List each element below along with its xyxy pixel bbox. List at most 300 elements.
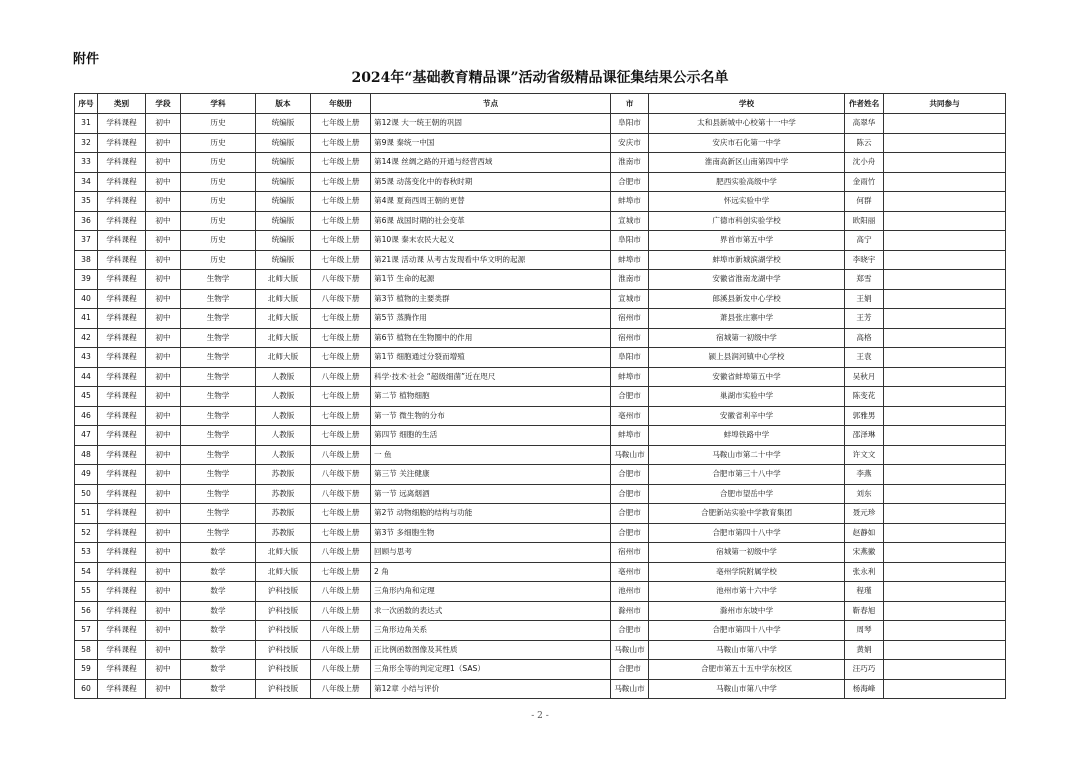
cell-section: 第21课 活动课 从考古发现看中华文明的起源 [371,250,611,270]
cell-author: 程瑾 [845,582,884,602]
cell-section: 第4课 夏商西周王朝的更替 [371,192,611,212]
cell-co-participants [884,660,1006,680]
cell-author: 聂元珍 [845,504,884,524]
cell-subject: 历史 [181,114,256,134]
cell-city: 淮南市 [611,270,649,290]
cell-stage: 初中 [146,367,181,387]
cell-edition: 人教版 [256,406,311,426]
cell-category: 学科课程 [98,582,146,602]
cell-subject: 生物学 [181,367,256,387]
document-title: 2024年“基础教育精品课”活动省级精品课征集结果公示名单 [351,70,729,86]
cell-school: 蚌埠市新城滨湖学校 [649,250,845,270]
cell-stage: 初中 [146,387,181,407]
cell-grade-volume: 七年级上册 [311,250,371,270]
cell-section: 第2节 动物细胞的结构与功能 [371,504,611,524]
cell-subject: 生物学 [181,309,256,329]
cell-author: 邵泽琳 [845,426,884,446]
cell-city: 合肥市 [611,387,649,407]
cell-index: 31 [75,114,98,134]
cell-subject: 生物学 [181,426,256,446]
cell-edition: 苏教版 [256,465,311,485]
cell-index: 52 [75,523,98,543]
cell-index: 34 [75,172,98,192]
cell-grade-volume: 七年级上册 [311,523,371,543]
cell-co-participants [884,250,1006,270]
cell-subject: 数学 [181,582,256,602]
cell-city: 合肥市 [611,523,649,543]
table-row [75,426,1006,446]
cell-author: 杨海峰 [845,679,884,699]
cell-author: 王芳 [845,309,884,329]
cell-section: 第6课 战国时期的社会变革 [371,211,611,231]
cell-school: 宿城第一初级中学 [649,328,845,348]
cell-stage: 初中 [146,153,181,173]
cell-co-participants [884,133,1006,153]
cell-category: 学科课程 [98,211,146,231]
cell-city: 亳州市 [611,562,649,582]
cell-stage: 初中 [146,231,181,251]
cell-co-participants [884,211,1006,231]
cell-subject: 数学 [181,621,256,641]
cell-category: 学科课程 [98,367,146,387]
header-author: 作者姓名 [845,94,884,114]
page-number: - 2 - [531,711,549,721]
cell-edition: 北师大版 [256,309,311,329]
cell-edition: 人教版 [256,387,311,407]
cell-stage: 初中 [146,309,181,329]
cell-grade-volume: 七年级上册 [311,114,371,134]
cell-city: 阜阳市 [611,231,649,251]
table-row [75,309,1006,329]
cell-category: 学科课程 [98,640,146,660]
cell-grade-volume: 七年级上册 [311,153,371,173]
cell-section: 第5课 动荡变化中的春秋时期 [371,172,611,192]
cell-stage: 初中 [146,270,181,290]
table-body [75,114,1006,699]
cell-author: 赵静如 [845,523,884,543]
table-row [75,640,1006,660]
cell-index: 51 [75,504,98,524]
cell-city: 蚌埠市 [611,192,649,212]
cell-category: 学科课程 [98,114,146,134]
cell-co-participants [884,289,1006,309]
cell-author: 沈小舟 [845,153,884,173]
cell-stage: 初中 [146,250,181,270]
cell-subject: 生物学 [181,504,256,524]
cell-index: 39 [75,270,98,290]
table-header-row [75,94,1006,114]
cell-index: 41 [75,309,98,329]
cell-section: 第3节 植物的主要类群 [371,289,611,309]
cell-subject: 历史 [181,250,256,270]
cell-subject: 生物学 [181,465,256,485]
cell-co-participants [884,426,1006,446]
cell-stage: 初中 [146,523,181,543]
cell-author: 郭雅男 [845,406,884,426]
cell-stage: 初中 [146,406,181,426]
cell-index: 36 [75,211,98,231]
cell-grade-volume: 八年级下册 [311,465,371,485]
cell-co-participants [884,543,1006,563]
cell-school: 安徽省淮南龙湖中学 [649,270,845,290]
cell-author: 张永利 [845,562,884,582]
cell-section: 第二节 植物细胞 [371,387,611,407]
cell-edition: 统编版 [256,250,311,270]
cell-section: 第5节 蒸腾作用 [371,309,611,329]
table-row [75,153,1006,173]
cell-index: 44 [75,367,98,387]
cell-section: 第一节 远离烟酒 [371,484,611,504]
table-row [75,406,1006,426]
table-row [75,114,1006,134]
cell-category: 学科课程 [98,192,146,212]
cell-stage: 初中 [146,348,181,368]
table-row [75,211,1006,231]
cell-category: 学科课程 [98,601,146,621]
cell-section: 第一节 微生物的分布 [371,406,611,426]
cell-city: 合肥市 [611,172,649,192]
table-row [75,367,1006,387]
cell-co-participants [884,621,1006,641]
header-edition: 版本 [256,94,311,114]
header-school: 学校 [649,94,845,114]
cell-category: 学科课程 [98,153,146,173]
cell-co-participants [884,640,1006,660]
cell-grade-volume: 八年级上册 [311,582,371,602]
cell-grade-volume: 八年级上册 [311,640,371,660]
cell-edition: 沪科技版 [256,640,311,660]
table-row [75,601,1006,621]
cell-subject: 数学 [181,640,256,660]
cell-stage: 初中 [146,211,181,231]
cell-stage: 初中 [146,562,181,582]
results-table [74,93,1006,699]
cell-category: 学科课程 [98,562,146,582]
cell-co-participants [884,445,1006,465]
cell-city: 合肥市 [611,484,649,504]
cell-city: 滁州市 [611,601,649,621]
cell-stage: 初中 [146,114,181,134]
cell-edition: 人教版 [256,426,311,446]
cell-index: 50 [75,484,98,504]
cell-stage: 初中 [146,601,181,621]
cell-school: 合肥市第四十八中学 [649,621,845,641]
cell-stage: 初中 [146,426,181,446]
header-index: 序号 [75,94,98,114]
table-row [75,679,1006,699]
header-stage: 学段 [146,94,181,114]
cell-index: 35 [75,192,98,212]
cell-index: 48 [75,445,98,465]
cell-co-participants [884,562,1006,582]
cell-co-participants [884,309,1006,329]
cell-subject: 生物学 [181,406,256,426]
header-category: 类别 [98,94,146,114]
cell-grade-volume: 八年级上册 [311,660,371,680]
cell-subject: 数学 [181,601,256,621]
cell-category: 学科课程 [98,309,146,329]
cell-index: 53 [75,543,98,563]
cell-subject: 生物学 [181,348,256,368]
cell-edition: 沪科技版 [256,679,311,699]
cell-co-participants [884,484,1006,504]
table-row [75,250,1006,270]
cell-subject: 生物学 [181,289,256,309]
cell-index: 32 [75,133,98,153]
cell-section: 科学·技术·社会 “超级细菌”近在咫尺 [371,367,611,387]
cell-stage: 初中 [146,660,181,680]
cell-school: 界首市第五中学 [649,231,845,251]
cell-school: 太和县新城中心校第十一中学 [649,114,845,134]
cell-school: 宿城第一初级中学 [649,543,845,563]
cell-edition: 沪科技版 [256,660,311,680]
cell-city: 宿州市 [611,543,649,563]
cell-stage: 初中 [146,504,181,524]
table-row [75,621,1006,641]
table-row [75,504,1006,524]
table-row [75,465,1006,485]
cell-index: 58 [75,640,98,660]
cell-subject: 历史 [181,211,256,231]
cell-index: 49 [75,465,98,485]
cell-author: 高格 [845,328,884,348]
cell-school: 马鞍山市第二十中学 [649,445,845,465]
cell-city: 蚌埠市 [611,426,649,446]
cell-category: 学科课程 [98,465,146,485]
cell-author: 宋燕徽 [845,543,884,563]
table-row [75,582,1006,602]
cell-stage: 初中 [146,465,181,485]
cell-author: 许文文 [845,445,884,465]
cell-school: 肥西实验高级中学 [649,172,845,192]
cell-co-participants [884,465,1006,485]
cell-author: 黄娟 [845,640,884,660]
cell-school: 合肥市第三十八中学 [649,465,845,485]
cell-co-participants [884,153,1006,173]
cell-category: 学科课程 [98,270,146,290]
cell-section: 第6节 植物在生物圈中的作用 [371,328,611,348]
cell-author: 高翠华 [845,114,884,134]
cell-city: 池州市 [611,582,649,602]
cell-category: 学科课程 [98,543,146,563]
cell-author: 欧阳丽 [845,211,884,231]
table-row [75,133,1006,153]
cell-city: 合肥市 [611,465,649,485]
cell-edition: 北师大版 [256,348,311,368]
cell-grade-volume: 七年级上册 [311,133,371,153]
cell-city: 蚌埠市 [611,250,649,270]
cell-category: 学科课程 [98,660,146,680]
cell-index: 33 [75,153,98,173]
cell-index: 46 [75,406,98,426]
cell-author: 刘东 [845,484,884,504]
cell-stage: 初中 [146,621,181,641]
annex-label: 附件 [73,52,100,67]
cell-author: 吴秋月 [845,367,884,387]
cell-section: 第1节 细胞通过分裂而增殖 [371,348,611,368]
cell-index: 43 [75,348,98,368]
cell-city: 合肥市 [611,621,649,641]
cell-school: 安徽省利辛中学 [649,406,845,426]
cell-school: 合肥新站实验中学教育集团 [649,504,845,524]
cell-grade-volume: 八年级上册 [311,621,371,641]
cell-index: 55 [75,582,98,602]
cell-school: 郎溪县新发中心学校 [649,289,845,309]
table-row [75,660,1006,680]
cell-category: 学科课程 [98,231,146,251]
cell-co-participants [884,679,1006,699]
cell-subject: 生物学 [181,270,256,290]
cell-co-participants [884,231,1006,251]
cell-subject: 历史 [181,231,256,251]
cell-grade-volume: 八年级下册 [311,270,371,290]
header-subject: 学科 [181,94,256,114]
cell-section: 第9课 秦统一中国 [371,133,611,153]
cell-stage: 初中 [146,133,181,153]
cell-stage: 初中 [146,192,181,212]
cell-school: 广德市科创实验学校 [649,211,845,231]
cell-author: 高宁 [845,231,884,251]
cell-author: 王袁 [845,348,884,368]
cell-stage: 初中 [146,328,181,348]
cell-school: 滁州市东坡中学 [649,601,845,621]
cell-stage: 初中 [146,289,181,309]
cell-index: 57 [75,621,98,641]
cell-co-participants [884,114,1006,134]
cell-grade-volume: 七年级上册 [311,172,371,192]
cell-edition: 北师大版 [256,270,311,290]
table-row [75,289,1006,309]
cell-city: 宿州市 [611,309,649,329]
cell-city: 淮南市 [611,153,649,173]
cell-edition: 沪科技版 [256,601,311,621]
table-row [75,231,1006,251]
cell-edition: 人教版 [256,445,311,465]
cell-edition: 北师大版 [256,543,311,563]
cell-school: 马鞍山市第八中学 [649,679,845,699]
cell-category: 学科课程 [98,504,146,524]
cell-city: 蚌埠市 [611,367,649,387]
cell-grade-volume: 八年级上册 [311,367,371,387]
header-grade-volume: 年级册 [311,94,371,114]
cell-grade-volume: 七年级上册 [311,211,371,231]
cell-school: 淮南高新区山南第四中学 [649,153,845,173]
cell-grade-volume: 八年级上册 [311,543,371,563]
cell-city: 宣城市 [611,211,649,231]
cell-section: 三角形全等的判定定理1（SAS） [371,660,611,680]
cell-subject: 生物学 [181,484,256,504]
cell-grade-volume: 八年级下册 [311,484,371,504]
cell-subject: 生物学 [181,445,256,465]
cell-city: 马鞍山市 [611,679,649,699]
cell-grade-volume: 八年级上册 [311,601,371,621]
cell-index: 37 [75,231,98,251]
cell-subject: 生物学 [181,387,256,407]
cell-school: 合肥市第四十八中学 [649,523,845,543]
table-row [75,523,1006,543]
cell-section: 第12章 小结与评价 [371,679,611,699]
cell-city: 合肥市 [611,660,649,680]
cell-school: 马鞍山市第八中学 [649,640,845,660]
cell-index: 56 [75,601,98,621]
cell-author: 汪巧巧 [845,660,884,680]
cell-subject: 数学 [181,679,256,699]
cell-section: 第三节 关注健康 [371,465,611,485]
cell-index: 38 [75,250,98,270]
table-row [75,348,1006,368]
cell-edition: 沪科技版 [256,621,311,641]
cell-category: 学科课程 [98,679,146,699]
cell-author: 靳春旭 [845,601,884,621]
cell-co-participants [884,367,1006,387]
cell-subject: 历史 [181,153,256,173]
cell-school: 蚌埠铁路中学 [649,426,845,446]
cell-school: 合肥市望岳中学 [649,484,845,504]
cell-edition: 苏教版 [256,523,311,543]
cell-index: 54 [75,562,98,582]
cell-co-participants [884,348,1006,368]
cell-section: 第10课 秦末农民大起义 [371,231,611,251]
cell-grade-volume: 七年级上册 [311,328,371,348]
cell-grade-volume: 七年级上册 [311,309,371,329]
cell-school: 池州市第十六中学 [649,582,845,602]
cell-co-participants [884,172,1006,192]
cell-grade-volume: 七年级上册 [311,387,371,407]
cell-co-participants [884,328,1006,348]
cell-category: 学科课程 [98,523,146,543]
cell-city: 阜阳市 [611,114,649,134]
cell-edition: 统编版 [256,192,311,212]
table-row [75,172,1006,192]
cell-index: 47 [75,426,98,446]
cell-edition: 苏教版 [256,504,311,524]
cell-index: 40 [75,289,98,309]
cell-section: 第四节 细胞的生活 [371,426,611,446]
cell-author: 周琴 [845,621,884,641]
cell-edition: 统编版 [256,172,311,192]
cell-co-participants [884,601,1006,621]
cell-school: 巢湖市实验中学 [649,387,845,407]
cell-category: 学科课程 [98,406,146,426]
cell-school: 亳州学院附属学校 [649,562,845,582]
cell-city: 宿州市 [611,328,649,348]
cell-city: 合肥市 [611,504,649,524]
cell-category: 学科课程 [98,250,146,270]
cell-subject: 数学 [181,543,256,563]
cell-school: 安庆市石化第一中学 [649,133,845,153]
cell-section: 第1节 生命的起源 [371,270,611,290]
cell-subject: 数学 [181,562,256,582]
cell-author: 何群 [845,192,884,212]
cell-index: 42 [75,328,98,348]
cell-grade-volume: 七年级上册 [311,192,371,212]
header-section: 节点 [371,94,611,114]
cell-category: 学科课程 [98,387,146,407]
cell-author: 李晓宇 [845,250,884,270]
cell-school: 安徽省蚌埠第五中学 [649,367,845,387]
cell-co-participants [884,387,1006,407]
cell-school: 怀远实验中学 [649,192,845,212]
cell-co-participants [884,523,1006,543]
table-row [75,445,1006,465]
cell-co-participants [884,406,1006,426]
table-row [75,192,1006,212]
cell-stage: 初中 [146,640,181,660]
cell-edition: 统编版 [256,133,311,153]
header-co-participants: 共同参与 [884,94,1006,114]
cell-section: 第12课 大一统王朝的巩固 [371,114,611,134]
cell-city: 亳州市 [611,406,649,426]
